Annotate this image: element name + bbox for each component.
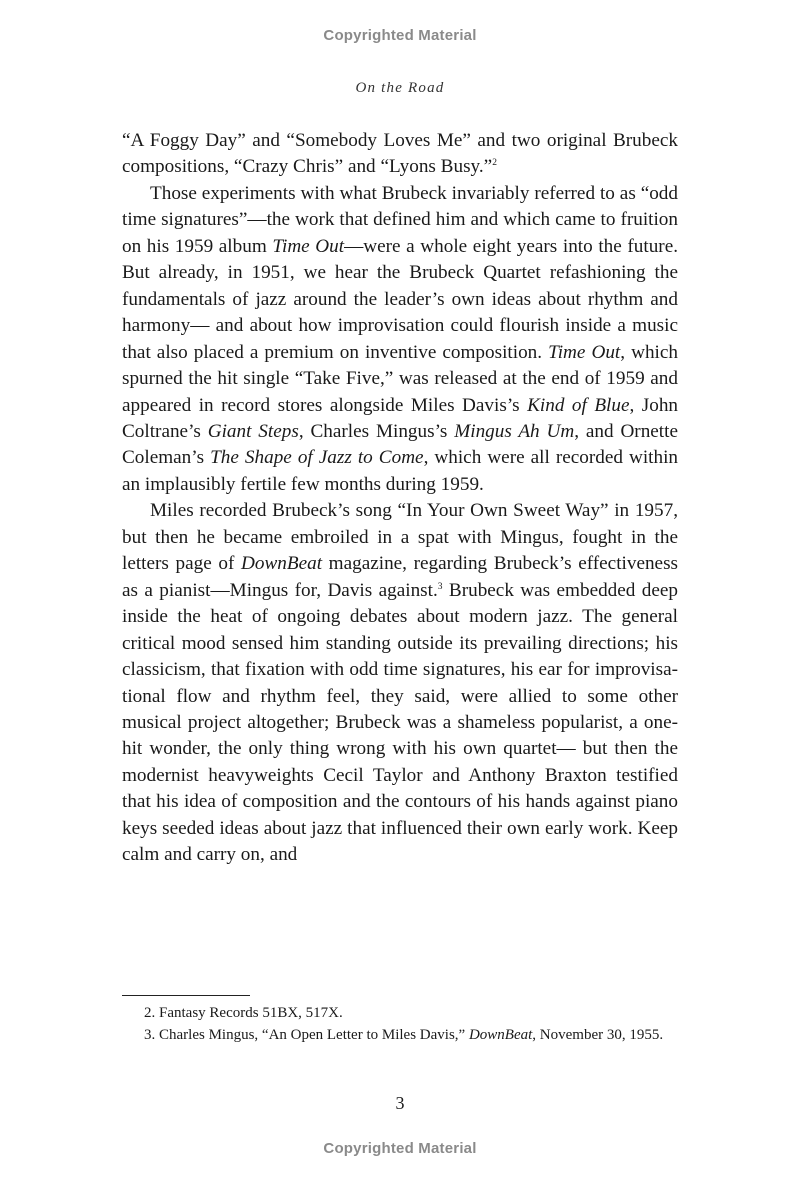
footnotes xyxy=(122,1002,678,1046)
magazine-title: DownBeat xyxy=(241,553,323,575)
paragraph: “A Foggy Day” and “Somebody Loves Me” and two original Brubeck compositions, “Crazy Chris” and “Lyons Busy.”$^2$ xyxy=(122,130,678,178)
footnote-marker: 2 xyxy=(492,158,497,169)
footnote: 2. Fantasy Records 51BX, 517X. xyxy=(144,1005,343,1021)
paragraph: Miles recorded Brubeck’s song “In Your Own Sweet Way” in 1957, but then he became embroiled in a spat with Mingus, fought in the letters page of DownBeat magazine, regarding Brubeck’s effectiveness as a pianist—Mingus for, Davis against.$^3$ Brubeck was embedded deep inside the heat of ongoing debates about modern jazz. The general critical mood sensed him standing outside its prevailing directions; his classicism, that fixation with odd time signatures, his ear for improvisational flow and rhythm feel, they said, were allied to some other musical project altogether; Brubeck was a shameless popularist, a one-hit wonder, the only thing wrong with his own quartet— but then the modernist heavyweights Cecil Taylor and Anthony Braxton testified that his idea of composition and the contours of his hands against piano keys seeded ideas about jazz that influenced their own early work. Keep calm and carry on, and xyxy=(122,500,679,866)
paragraph: Those experiments with what Brubeck invariably referred to as “odd time signatures”—the work that defined him and which came to fruition on his 1959 album Time Out—were a whole eight years into the future. But already, in 1951, we hear the Brubeck Quartet refashioning the fundamentals of jazz around the leader’s own ideas about rhythm and harmony— and about how improvisation could flourish inside a music that also placed a premium on inventive composition. Time Out, which spurned the hit single “Take Five,” was released at the end of 1959 and appeared in record stores alongside Miles Davis’s Kind of Blue, John Coltrane’s Giant Steps, Charles Mingus’s Mingus Ah Um, and Ornette Coleman’s The Shape of Jazz to Come, which were all recorded within an implausibly fertile few months during 1959. xyxy=(122,182,679,495)
album-title: Time Out xyxy=(548,341,621,363)
album-title: Kind of Blue xyxy=(527,394,630,416)
running-head: On the Road xyxy=(355,80,445,96)
body-text xyxy=(122,128,678,869)
copyright-watermark-bottom: Copyrighted Material xyxy=(323,1140,477,1157)
album-title: Mingus Ah Um xyxy=(454,420,575,442)
page-number: 3 xyxy=(395,1093,405,1113)
album-title: The Shape of Jazz to Come xyxy=(210,447,424,469)
album-title: Time Out xyxy=(272,235,345,257)
footnote: 3. Charles Mingus, “An Open Letter to Miles Davis,” DownBeat, November 30, 1955. xyxy=(144,1027,664,1043)
magazine-title: DownBeat xyxy=(468,1027,533,1043)
copyright-watermark-top: Copyrighted Material xyxy=(323,27,477,44)
footnote-divider xyxy=(122,995,250,996)
album-title: Giant Steps xyxy=(207,420,299,442)
footnote-marker: 3 xyxy=(437,581,443,592)
